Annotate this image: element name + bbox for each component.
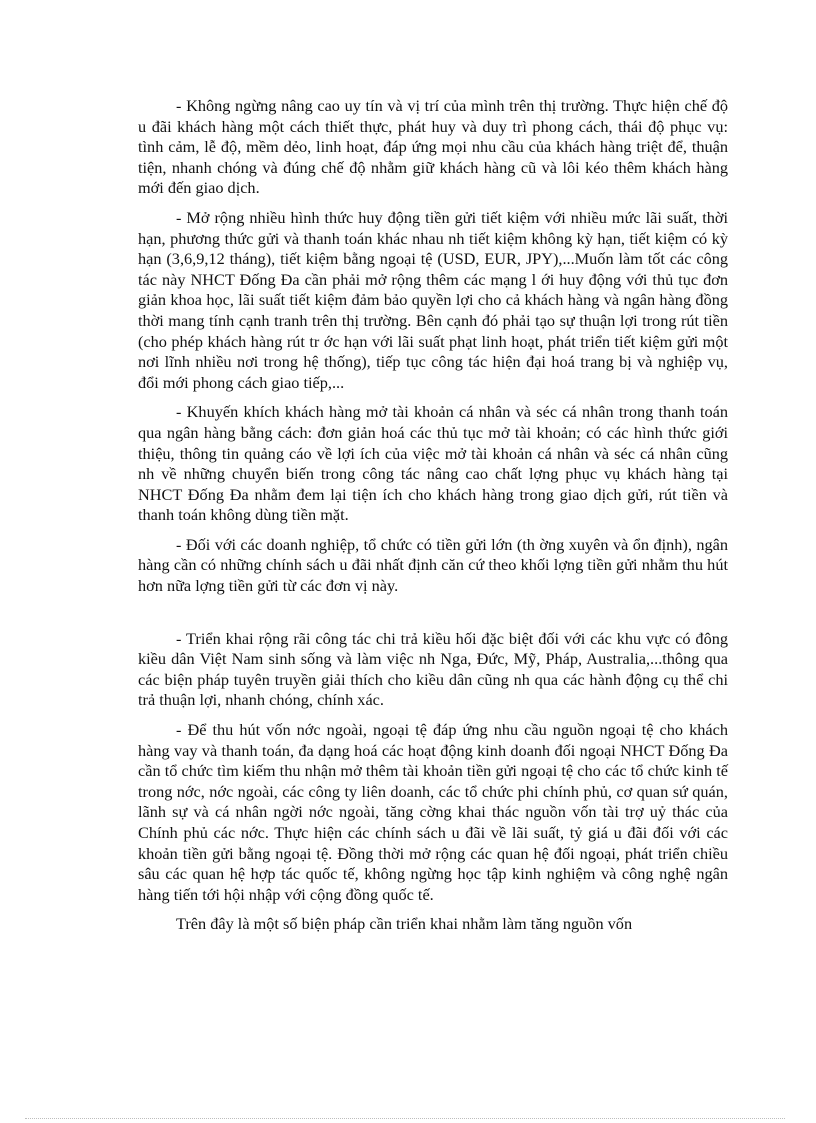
- paragraph-personal-accounts: - Khuyến khích khách hàng mở tài khoản cá nhân và séc cá nhân trong thanh toán qua ngân hàng bằng cách: đơn giản hoá các thủ tục mở tài khoản; có các hình thức giới thiệu, thông tin quảng cáo về lợi ích của việc mở tài khoản cá nhân và séc cá nhân cũng nh về những chuyển biến trong công tác nâng cao chất lợng phục vụ khách hàng tại NHCT Đống Đa nhằm đem lại tiện ích cho khách hàng trong giao dịch gửi, rút tiền và thanh toán không dùng tiền mặt.: [138, 402, 728, 525]
- page-bottom-divider: [25, 1118, 785, 1119]
- paragraph-enterprise-deposits: - Đối với các doanh nghiệp, tổ chức có tiền gửi lớn (th ờng xuyên và ổn định), ngân hàng cần có những chính sách u đãi nhất định căn cứ theo khối lợng tiền gửi nhằm thu hút hơn nữa lợng tiền gửi từ các đơn vị này.: [138, 534, 728, 596]
- paragraph-reputation: - Không ngừng nâng cao uy tín và vị trí của mình trên thị trường. Thực hiện chế độ u đãi khách hàng một cách thiết thực, phát huy và duy trì phong cách, thái độ phục vụ: tình cảm, lễ độ, mềm dẻo, linh hoạt, đáp ứng mọi nhu cầu của khách hàng triệt để, thuận tiện, nhanh chóng và đúng chế độ nhằm giữ khách hàng cũ và lôi kéo thêm khách hàng mới đến giao dịch.: [138, 96, 728, 198]
- paragraph-savings-deposits: - Mở rộng nhiều hình thức huy động tiền gửi tiết kiệm với nhiều mức lãi suất, thời hạn, phương thức gửi và thanh toán khác nhau nh tiết kiệm không kỳ hạn, tiết kiệm có kỳ hạn (3,6,9,12 tháng), tiết kiệm bằng ngoại tệ (USD, EUR, JPY),...Muốn làm tốt các công tác này NHCT Đống Đa cần phải mở rộng thêm các mạng l ới huy động với thủ tục đơn giản khoa học, lãi suất tiết kiệm đảm bảo quyền lợi cho cả khách hàng và ngân hàng đồng thời mang tính cạnh tranh trên thị trường. Bên cạnh đó phải tạo sự thuận lợi trong rút tiền (cho phép khách hàng rút tr ớc hạn với lãi suất phạt linh hoạt, phát triển tiết kiệm gửi một nơi lĩnh nhiều nơi trong hệ thống), tiếp tục công tác hiện đại hoá trang bị và nghiệp vụ, đổi mới phong cách giao tiếp,...: [138, 207, 728, 392]
- paragraph-remittances: - Triển khai rộng rãi công tác chi trả kiều hối đặc biệt đối với các khu vực có đông kiều dân Việt Nam sinh sống và làm việc nh Nga, Đức, Mỹ, Pháp, Australia,...thông qua các biện pháp tuyên truyền giải thích cho kiều dân cũng nh qua các hành động cụ thể chi trả thuận lợi, nhanh chóng, chính xác.: [138, 628, 728, 710]
- paragraph-conclusion: Trên đây là một số biện pháp cần triển khai nhằm làm tăng nguồn vốn: [176, 914, 633, 934]
- document-body: [138, 96, 728, 935]
- paragraph-foreign-currency: - Để thu hút vốn nớc ngoài, ngoại tệ đáp ứng nhu cầu nguồn ngoại tệ cho khách hàng vay và thanh toán, đa dạng hoá các hoạt động kinh doanh đối ngoại NHCT Đống Đa cần tổ chức tìm kiếm thu nhận mở thêm tài khoản tiền gửi ngoại tệ cho các tổ chức kinh tế trong nớc, nớc ngoài, các công ty liên doanh, các tổ chức phi chính phủ, cơ quan sứ quán, lãnh sự và cá nhân ngời nớc ngoài, tăng cờng khai thác nguồn vốn tài trợ uỷ thác của Chính phủ các nớc. Thực hiện các chính sách u đãi về lãi suất, tỷ giá u đãi đối với các khoản tiền gửi bằng ngoại tệ. Đồng thời mở rộng các quan hệ đối ngoại, phát triển chiều sâu các quan hệ hợp tác quốc tế, không ngừng học tập kinh nghiệm và công nghệ ngân hàng tiến tới hội nhập với cộng đồng quốc tế.: [138, 720, 728, 904]
